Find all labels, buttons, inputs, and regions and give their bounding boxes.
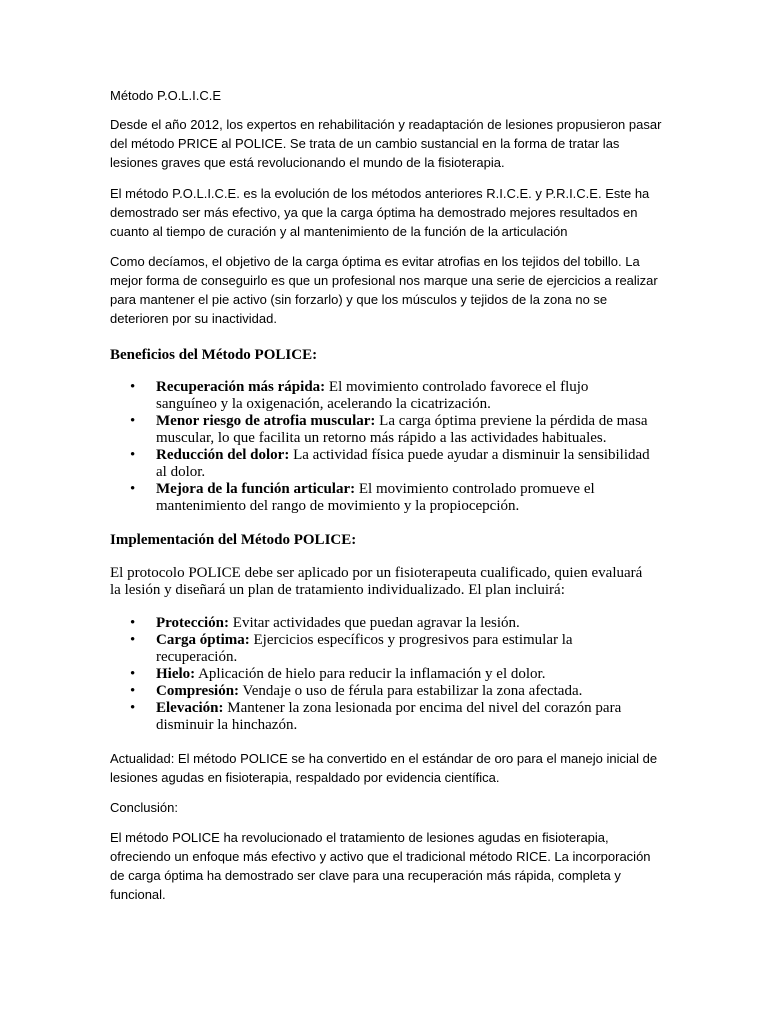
intro-paragraph-2: El método P.O.L.I.C.E. es la evolución de los métodos anteriores R.I.C.E. y P.R.I.C.E. Este ha demostrado ser más efectivo, ya que la carga óptima ha demostrado mejores resultados en cuanto al tiempo de curación y al mantenimiento de la función de la articulación xyxy=(110,186,650,239)
implementation-heading: Implementación del Método POLICE: xyxy=(110,532,357,548)
list-item-text: Ejercicios específicos y progresivos para estimular la recuperación. xyxy=(156,632,573,665)
list-item xyxy=(110,666,650,683)
list-item-text: Aplicación de hielo para reducir la inflamación y el dolor. xyxy=(195,666,546,682)
bullet-icon: • xyxy=(130,683,136,699)
list-item xyxy=(110,700,650,734)
list-item xyxy=(110,683,650,700)
actualidad-paragraph: Actualidad: El método POLICE se ha convertido en el estándar de oro para el manejo inicial de lesiones agudas en fisioterapia, respaldado por evidencia científica. xyxy=(110,751,658,785)
list-item xyxy=(110,447,650,481)
list-item xyxy=(110,632,650,666)
benefits-list xyxy=(110,379,650,515)
list-item-term: Hielo: xyxy=(156,666,196,682)
bullet-icon: • xyxy=(130,447,136,463)
list-item xyxy=(110,481,650,515)
implementation-list xyxy=(110,615,650,734)
bullet-icon: • xyxy=(130,666,136,682)
bullet-icon: • xyxy=(130,481,136,497)
bullet-icon: • xyxy=(130,379,136,395)
intro-paragraph-1: Desde el año 2012, los expertos en rehabilitación y readaptación de lesiones propusieron pasar del método PRICE al POLICE. Se trata de un cambio sustancial en la forma de tratar las lesiones graves que está revolucionando el mundo de la fisioterapia. xyxy=(110,117,662,170)
benefits-heading: Beneficios del Método POLICE: xyxy=(110,347,318,363)
list-item xyxy=(110,615,650,632)
bullet-icon: • xyxy=(130,413,136,429)
list-item-text: El movimiento controlado favorece el flujo sanguíneo y la oxigenación, acelerando la cicatrización. xyxy=(156,379,589,412)
conclusion-paragraph: El método POLICE ha revolucionado el tratamiento de lesiones agudas en fisioterapia, ofreciendo un enfoque más efectivo y activo que el tradicional método RICE. La incorporación de carga óptima ha demostrado ser clave para una recuperación más rápida, completa y funcional. xyxy=(110,830,651,902)
intro-paragraph-3: Como decíamos, el objetivo de la carga óptima es evitar atrofias en los tejidos del tobillo. La mejor forma de conseguirlo es que un profesional nos marque una serie de ejercicios a realizar para mantener el pie activo (sin forzarlo) y que los músculos y tejidos de la zona no se deterioren por su inactividad. xyxy=(110,254,658,326)
list-item-term: Elevación: xyxy=(156,700,224,716)
implementation-paragraph: El protocolo POLICE debe ser aplicado por un fisioterapeuta cualificado, quien evaluará la lesión y diseñará un plan de tratamiento individualizado. El plan incluirá: xyxy=(110,565,643,598)
list-item-term: Protección: xyxy=(156,615,230,631)
list-item-term: Menor riesgo de atrofia muscular: xyxy=(156,413,376,429)
list-item xyxy=(110,379,650,413)
bullet-icon: • xyxy=(130,700,136,716)
document-title: Método P.O.L.I.C.E xyxy=(110,88,222,103)
list-item-text: La carga óptima previene la pérdida de masa muscular, lo que facilita un retorno más rápido a las actividades habituales. xyxy=(156,413,648,446)
list-item-text: Mantener la zona lesionada por encima del nivel del corazón para disminuir la hinchazón. xyxy=(156,700,622,733)
list-item-text: El movimiento controlado promueve el mantenimiento del rango de movimiento y la propiocepción. xyxy=(156,481,595,514)
list-item xyxy=(110,413,650,447)
conclusion-label: Conclusión: xyxy=(110,800,178,815)
list-item-term: Mejora de la función articular: xyxy=(156,481,356,497)
list-item-term: Reducción del dolor: xyxy=(156,447,290,463)
list-item-text: Evitar actividades que puedan agravar la lesión. xyxy=(229,615,520,631)
list-item-term: Carga óptima: xyxy=(156,632,250,648)
bullet-icon: • xyxy=(130,615,136,631)
bullet-icon: • xyxy=(130,632,136,648)
list-item-text: Vendaje o uso de férula para estabilizar la zona afectada. xyxy=(239,683,583,699)
list-item-term: Recuperación más rápida: xyxy=(156,379,326,395)
list-item-text: La actividad física puede ayudar a disminuir la sensibilidad al dolor. xyxy=(156,447,650,480)
list-item-term: Compresión: xyxy=(156,683,240,699)
